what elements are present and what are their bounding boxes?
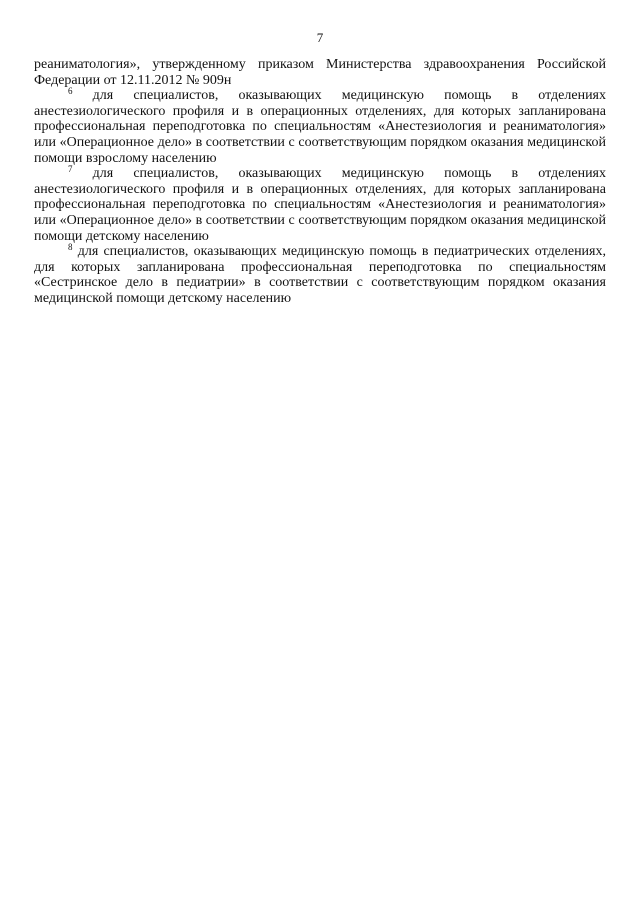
footnote-continuation [34,57,606,88]
footnotes-block [34,57,606,307]
footnote-marker: 7 [68,164,73,175]
footnote-text: реаниматология», утвержденному приказом Министерства здравоохранения Российской Федерации от 12.11.2012 № 909н [34,57,606,88]
footnote-6 [34,88,606,166]
footnote-7 [34,166,606,244]
footnote-text: для специалистов, оказывающих медицинскую помощь в педиатрических отделениях, для которых запланирована профессиональная переподготовка по специальностям «Сестринское дело в педиатрии» в соответствии с соответствующим порядком оказания медицинской помощи детскому населению [34,244,606,306]
footnote-text: для специалистов, оказывающих медицинскую помощь в отделениях анестезиологического профиля и в операционных отделениях, для которых запланирована профессиональная переподготовка по специальностям «Анестезиология и реаниматология» или «Операционное дело» в соответствии с соответствующим порядком оказания медицинской помощи детскому населению [34,166,606,244]
footnote-marker: 6 [68,86,73,97]
page-number: 7 [316,30,324,45]
footnote-marker: 8 [68,242,73,253]
footnote-text: для специалистов, оказывающих медицинскую помощь в отделениях анестезиологического профиля и в операционных отделениях, для которых запланирована профессиональная переподготовка по специальностям «Анестезиология и реаниматология» или «Операционное дело» в соответствии с соответствующим порядком оказания медицинской помощи взрослому населению [34,88,606,166]
footnote-8 [34,244,606,306]
